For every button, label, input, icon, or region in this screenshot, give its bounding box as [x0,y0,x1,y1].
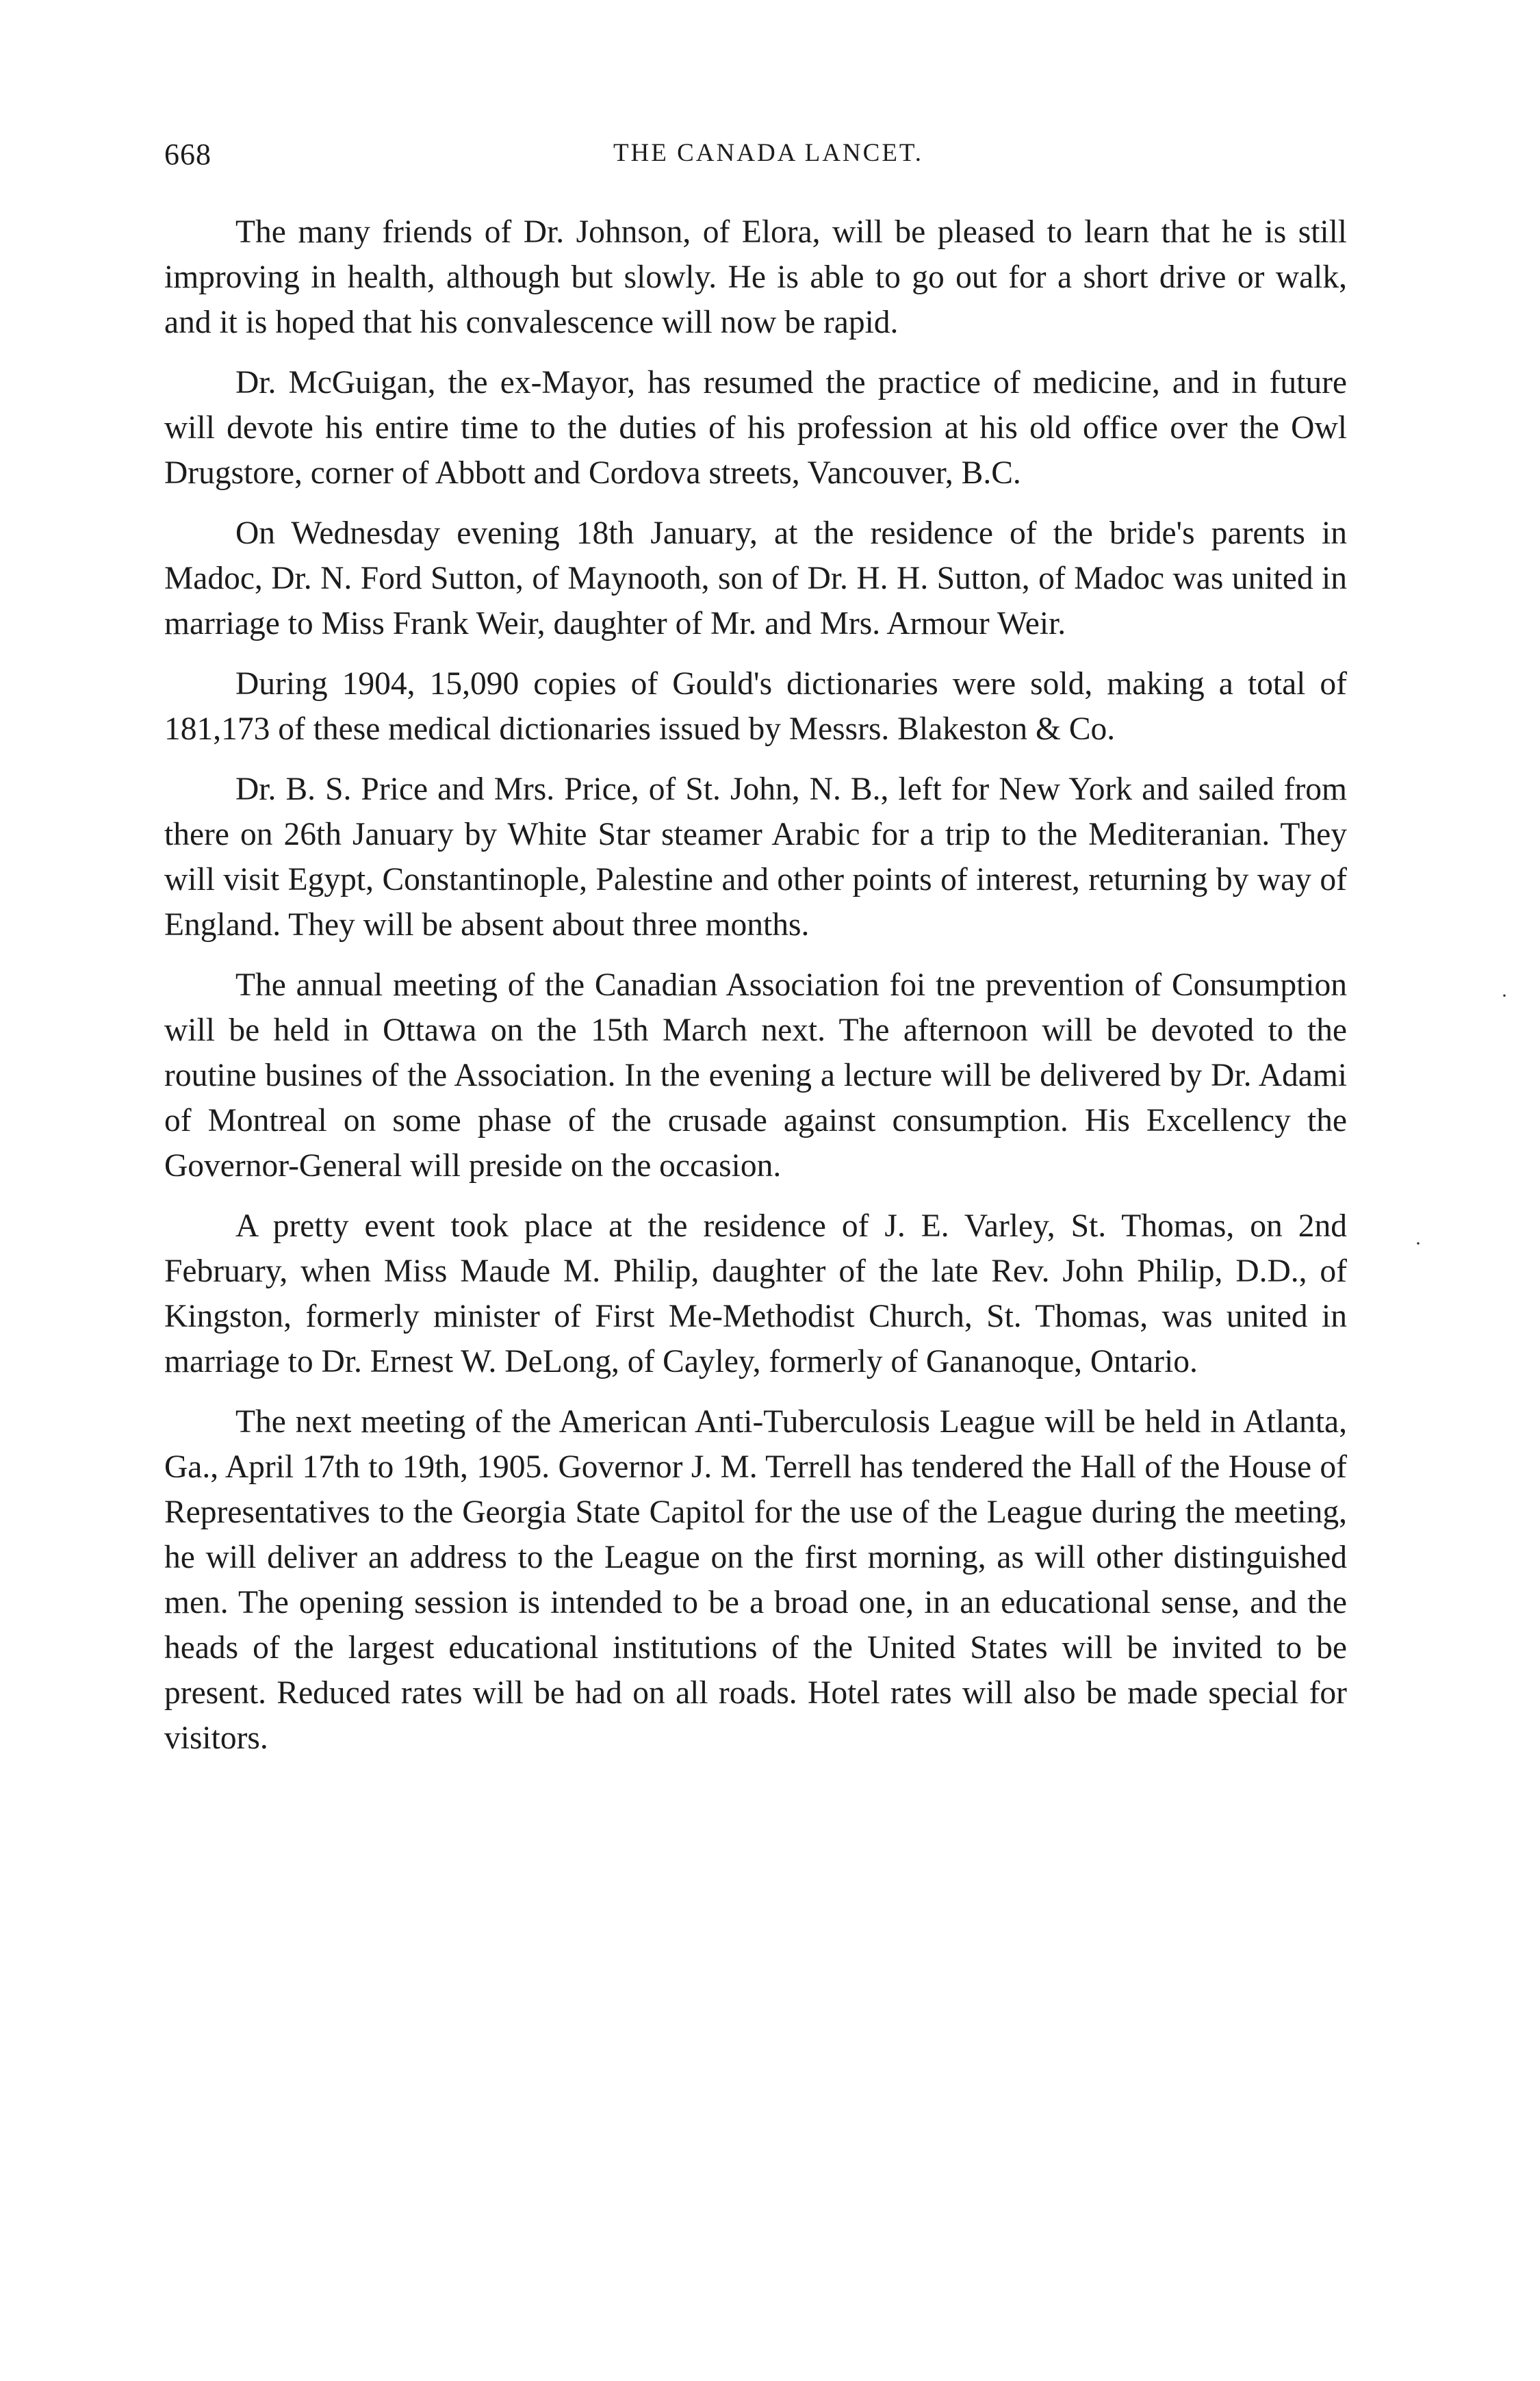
article-body [164,209,1347,1776]
page-header [164,137,1372,185]
margin-mark: · [1415,1232,1422,1255]
news-item-tuberculosis-league: The next meeting of the American Anti-Tuberculosis League will be held in Atlanta, Ga., April 17th to 19th, 1905. Governor J. M. Terrell has tendered the Hall of the House of Representatives to the Georgia State Capitol for the use of the League during the meeting, he will deliver an address to the League on the first morning, as will other distinguished men. The opening session is intended to be a broad one, in an educational sense, and the heads of the largest educational institutions of the United States will be invited to be present. Reduced rates will be had on all roads. Hotel rates will also be made special for visitors. [164,1404,1347,1756]
news-item-consumption-meeting: The annual meeting of the Canadian Association foi tne prevention of Consumption will be held in Ottawa on the 15th March next. The afternoon will be devoted to the routine busines of the Association. In the evening a lecture will be delivered by Dr. Adami of Montreal on some phase of the crusade against consumption. His Excellency the Governor-General will preside on the occasion. [164,967,1347,1184]
news-item-price-trip: Dr. B. S. Price and Mrs. Price, of St. John, N. B., left for New York and sailed from there on 26th January by White Star steamer Arabic for a trip to the Mediteranian. They will visit Egypt, Constantinople, Palestine and other points of interest, returning by way of England. They will be absent about three months. [164,772,1347,943]
page-number: 668 [164,138,211,171]
news-item-sutton-marriage: On Wednesday evening 18th January, at the residence of the bride's parents in Madoc, Dr. N. Ford Sutton, of Maynooth, son of Dr. H. H. Sutton, of Madoc was united in marriage to Miss Frank Weir, daughter of Mr. and Mrs. Armour Weir. [164,515,1347,641]
news-item-delong-marriage: A pretty event took place at the residence of J. E. Varley, St. Thomas, on 2nd February, when Miss Maude M. Philip, daughter of the late Rev. John Philip, D.D., of Kingston, formerly minister of First Me-Methodist Church, St. Thomas, was united in marriage to Dr. Ernest W. DeLong, of Cayley, formerly of Gananoque, Ontario. [164,1208,1347,1379]
running-head: THE CANADA LANCET. [613,139,924,167]
news-item-gould-dictionaries: During 1904, 15,090 copies of Gould's dictionaries were sold, making a total of 181,173 of these medical dictionaries issued by Messrs. Blakeston & Co. [164,666,1347,747]
news-item-johnson: The many friends of Dr. Johnson, of Elora, will be pleased to learn that he is still improving in health, although but slowly. He is able to go out for a short drive or walk, and it is hoped that his convalescence will now be rapid. [164,214,1347,340]
margin-mark: · [1501,984,1508,1007]
news-item-mcguigan: Dr. McGuigan, the ex-Mayor, has resumed the practice of medicine, and in future will devote his entire time to the duties of his profession at his old office over the Owl Drugstore, corner of Abbott and Cordova streets, Vancouver, B.C. [164,365,1347,491]
